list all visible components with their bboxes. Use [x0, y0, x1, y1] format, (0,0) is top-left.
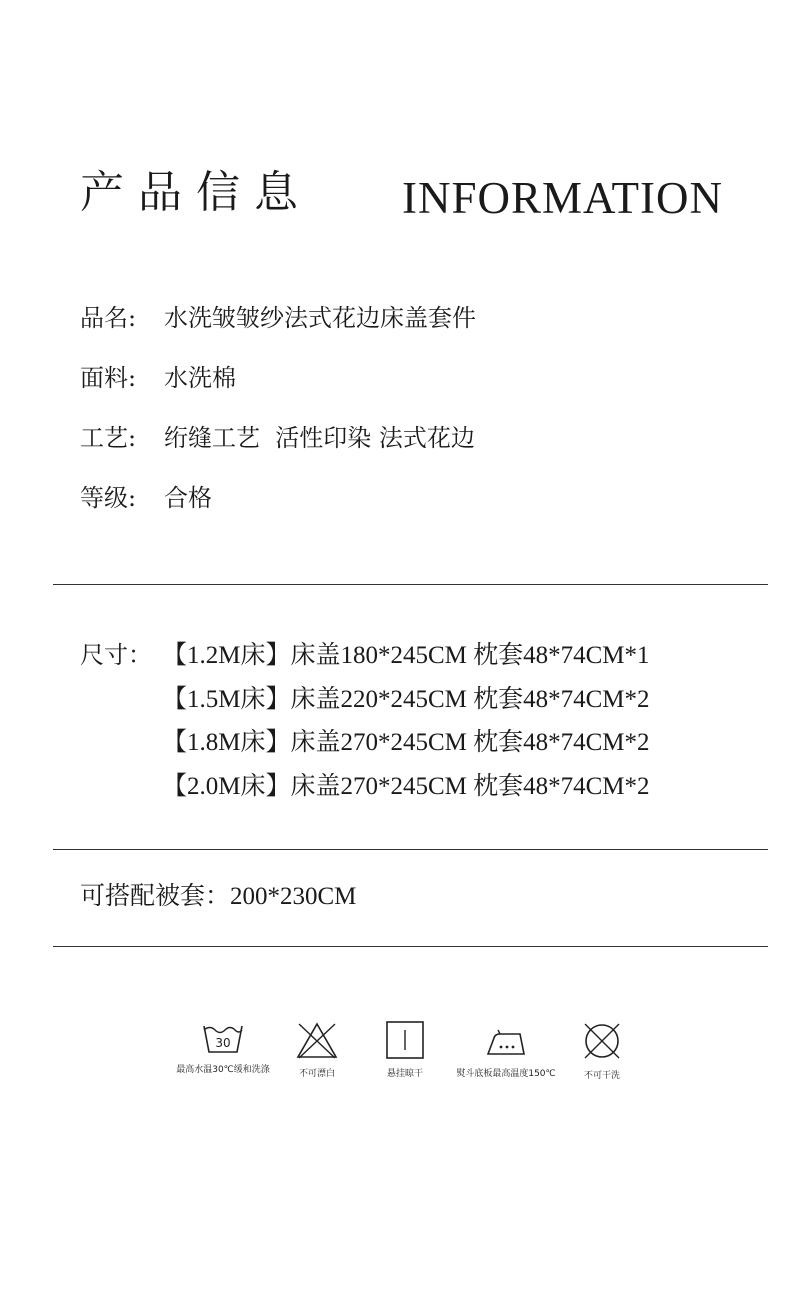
wash-30-icon	[201, 1020, 245, 1056]
info-value: 绗缝工艺 活性印染 法式花边	[164, 424, 475, 452]
hang-dry-icon	[385, 1020, 425, 1060]
care-item-hang-dry	[370, 1020, 440, 1079]
no-dry-clean-icon	[581, 1020, 623, 1062]
duvet-compat: 可搭配被套：200*230CM	[80, 883, 357, 910]
care-item-wash	[168, 1020, 278, 1075]
info-row-fabric	[80, 358, 476, 418]
care-caption: 熨斗底板最高温度150℃	[456, 1069, 556, 1079]
info-label: 面料:	[80, 364, 137, 392]
size-row	[80, 678, 650, 722]
info-row-name	[80, 298, 476, 358]
size-block	[80, 634, 650, 808]
info-label: 品名:	[80, 304, 137, 332]
size-value: 【1.8M床】床盖270*245CM 枕套48*74CM*2	[162, 729, 650, 756]
no-bleach-icon	[295, 1020, 339, 1060]
care-item-no-dry-clean	[567, 1020, 637, 1081]
wash-temp-number: 30	[215, 1036, 231, 1050]
size-value: 【1.5M床】床盖220*245CM 枕套48*74CM*2	[162, 685, 650, 713]
info-row-grade	[80, 478, 476, 538]
size-row	[80, 721, 650, 765]
info-value: 水洗棉	[164, 364, 236, 392]
iron-150-icon	[484, 1020, 528, 1060]
info-label: 等级:	[80, 484, 137, 512]
size-row	[80, 765, 650, 809]
care-caption: 最高水温30℃缓和洗涤	[176, 1065, 270, 1075]
size-value: 【1.2M床】床盖180*245CM 枕套48*74CM*1	[162, 642, 650, 669]
info-row-craft	[80, 418, 476, 478]
info-value: 水洗皱皱纱法式花边床盖套件	[164, 304, 476, 332]
page-title-en: INFORMATION	[402, 173, 724, 223]
care-item-no-bleach	[282, 1020, 352, 1079]
size-label: 尺寸：	[80, 641, 152, 669]
divider	[53, 946, 768, 947]
info-value: 合格	[164, 484, 212, 512]
divider	[53, 584, 768, 585]
page-title-cn: 产品信息	[80, 167, 312, 218]
info-label: 工艺:	[80, 424, 137, 452]
care-caption: 不可干洗	[583, 1071, 620, 1081]
size-value: 【2.0M床】床盖270*245CM 枕套48*74CM*2	[162, 772, 650, 800]
size-row	[80, 634, 650, 678]
divider	[53, 849, 768, 850]
info-list	[80, 298, 476, 538]
care-caption: 悬挂晾干	[386, 1069, 423, 1079]
care-item-iron	[450, 1020, 562, 1079]
care-caption: 不可漂白	[298, 1069, 335, 1079]
